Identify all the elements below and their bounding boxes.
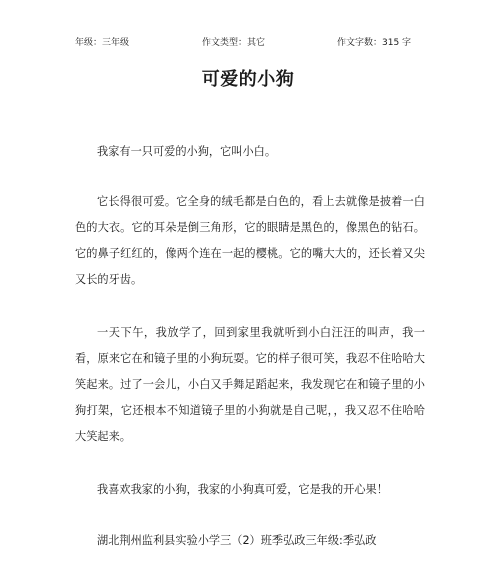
paragraph-story: 一天下午，我放学了，回到家里我就听到小白汪汪的叫声，我一看，原来它在和镜子里的小狗玩耍。它的样子很可笑，我忍不住哈哈大笑起来。过了一会儿，小白又手舞足蹈起来，我发现它在和镜子里的小狗打架，它还根本不知道镜子里的小狗就是自己呢，，我又忍不住哈哈大笑起来。 [75, 326, 425, 443]
paragraph-conclusion: 我喜欢我家的小狗，我家的小狗真可爱，它是我的开心果！ [97, 483, 388, 496]
word-count-label: 作文字数：315 字 [337, 38, 412, 48]
paragraph-intro: 我家有一只可爱的小狗，它叫小白。 [97, 145, 277, 158]
essay-title: 可爱的小狗 [201, 69, 295, 90]
paragraph-appearance: 它长得很可爱。它全身的绒毛都是白色的，看上去就像是披着一白色的大衣。它的耳朵是倒三角形，它的眼睛是黑色的，像黑色的钻石。它的鼻子红红的，像两个连在一起的樱桃。它的嘴大大的，还长着又尖又长的牙齿。 [75, 195, 425, 286]
author-line: 湖北荆州监利县实验小学三（2）班季弘政三年级:季弘政 [97, 534, 377, 547]
grade-label: 年级：三年级 [75, 38, 130, 48]
essay-type-label: 作文类型：其它 [202, 38, 266, 48]
